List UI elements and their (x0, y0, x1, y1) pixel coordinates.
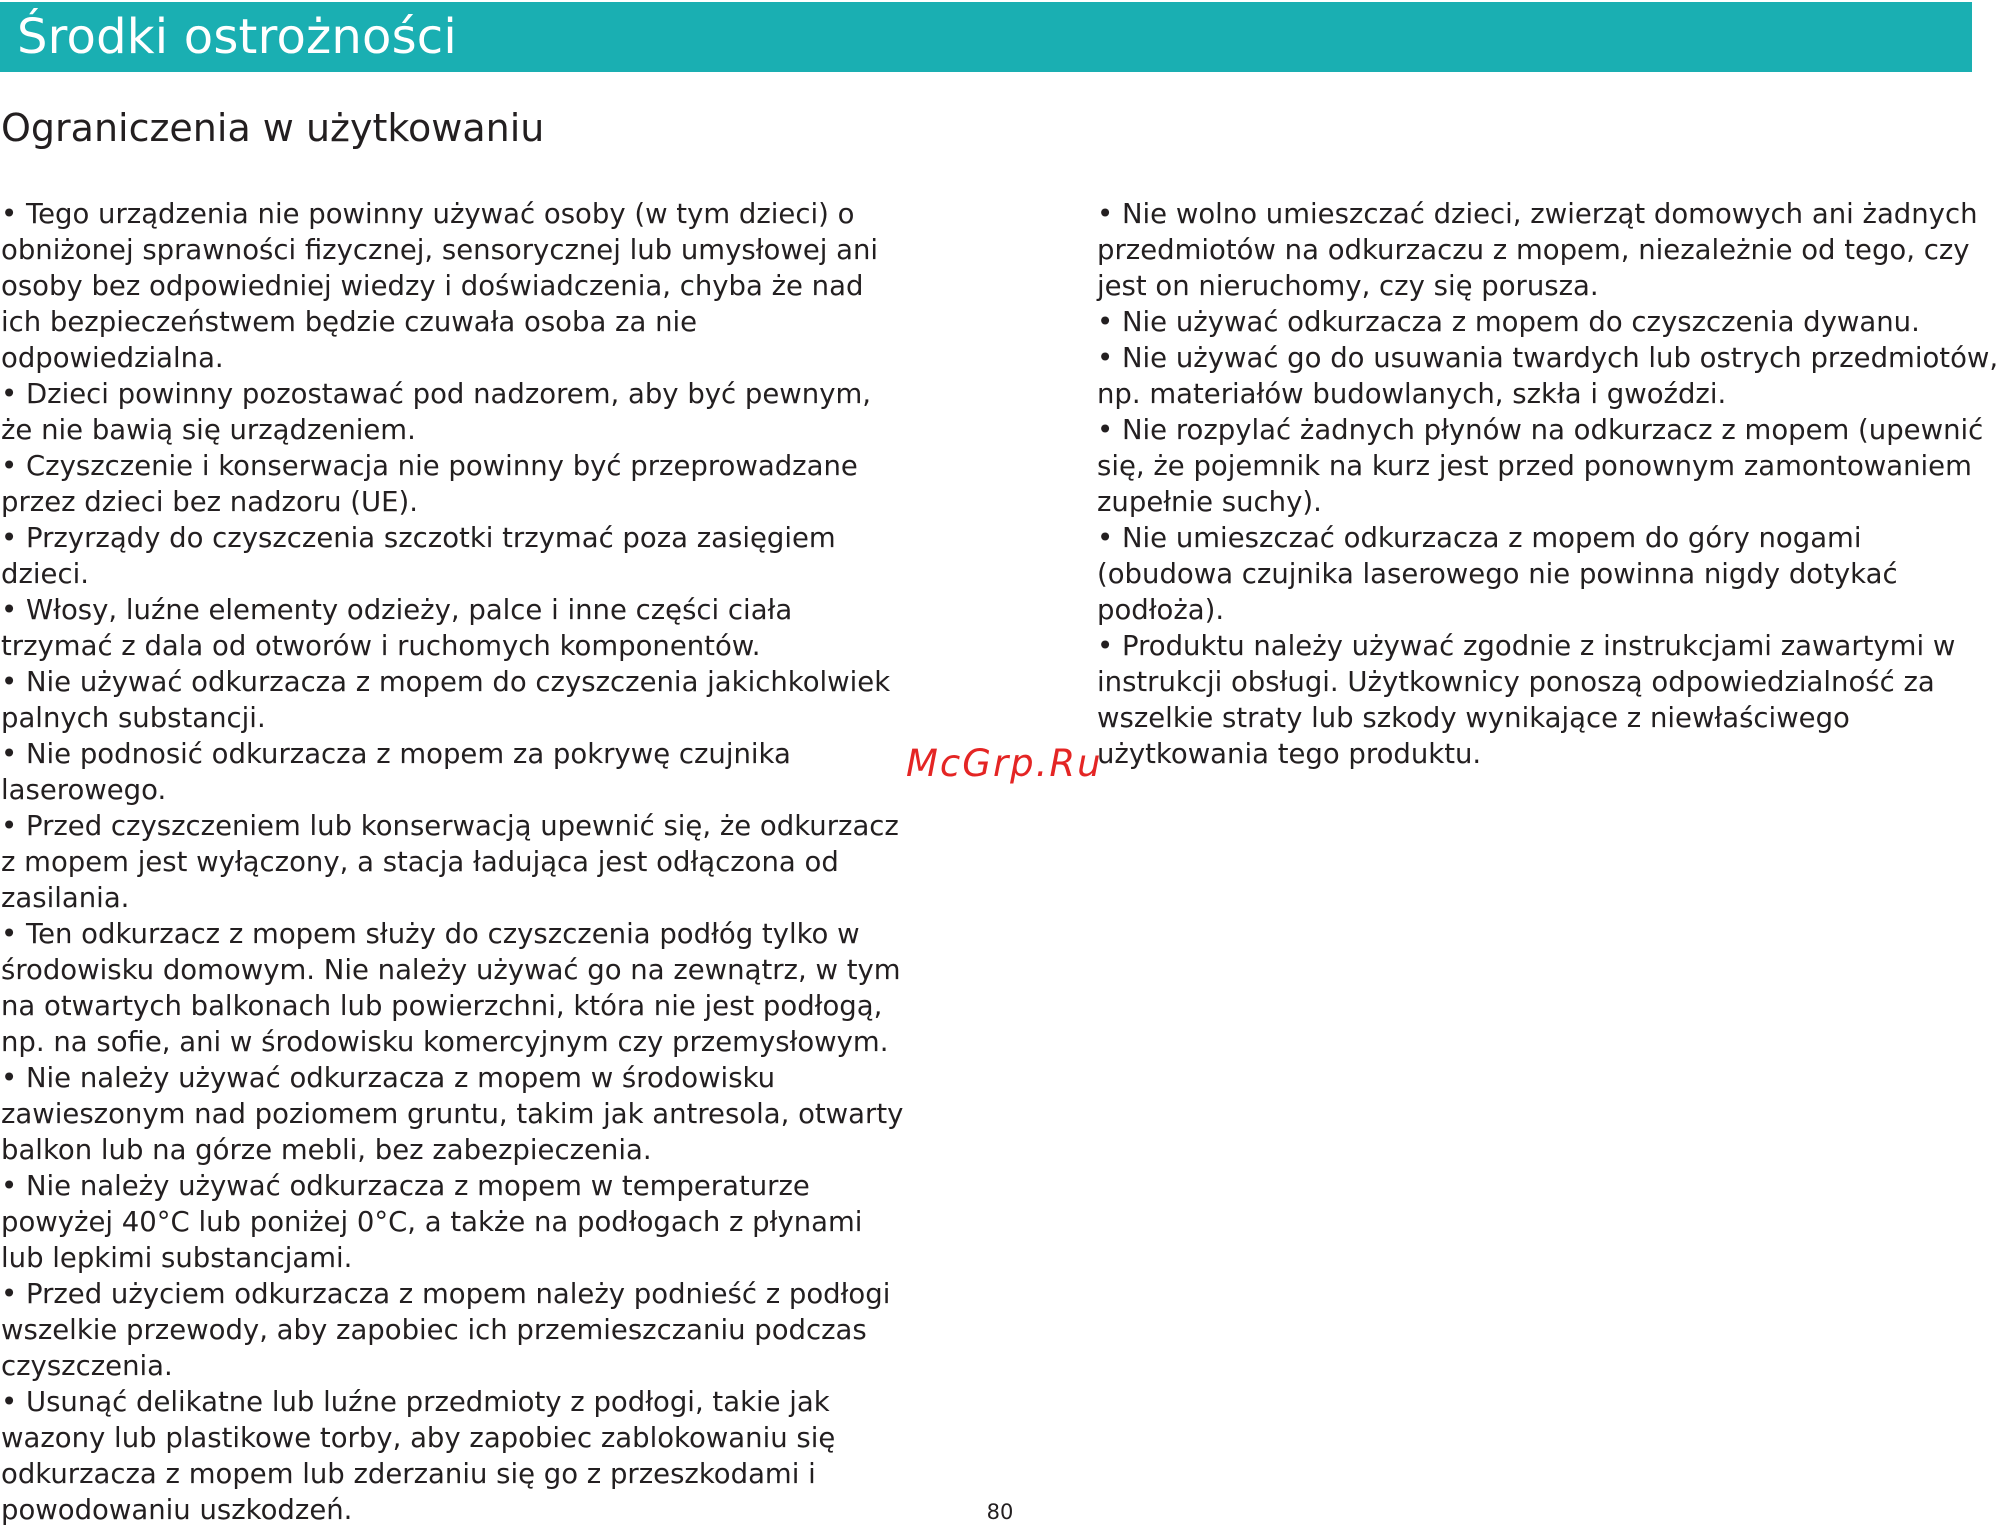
section-title: Ograniczenia w użytkowaniu (1, 106, 545, 150)
list-item: • Ten odkurzacz z mopem służy do czyszczenia podłóg tylko w środowisku domowym. Nie należy używać go na zewnątrz, w tym na otwartych balkonach lub powierzchni, która nie jest podłogą, np. na sofie, ani w środowisku komercyjnym czy przemysłowym. (1, 916, 906, 1060)
list-item: • Nie rozpylać żadnych płynów na odkurzacz z mopem (upewnić się, że pojemnik na kurz jest przed ponownym zamontowaniem zupełnie suchy). (1097, 412, 2000, 520)
list-item: • Produktu należy używać zgodnie z instrukcjami zawartymi w instrukcji obsługi. Użytkownicy ponoszą odpowiedzialność za wszelkie straty lub szkody wynikające z niewłaściwego użytkowania tego produktu. (1097, 628, 2000, 772)
left-column (1, 196, 906, 1528)
list-item: • Czyszczenie i konserwacja nie powinny być przeprowadzane przez dzieci bez nadzoru (UE). (1, 448, 906, 520)
page-number: 80 (986, 1500, 1014, 1524)
list-item: • Włosy, luźne elementy odzieży, palce i inne części ciała trzymać z dala od otworów i ruchomych komponentów. (1, 592, 906, 664)
list-item: • Nie należy używać odkurzacza z mopem w temperaturze powyżej 40°C lub poniżej 0°C, a także na podłogach z płynami lub lepkimi substancjami. (1, 1168, 906, 1276)
list-item: • Dzieci powinny pozostawać pod nadzorem, aby być pewnym, że nie bawią się urządzeniem. (1, 376, 906, 448)
list-item: • Usunąć delikatne lub luźne przedmioty z podłogi, takie jak wazony lub plastikowe torby, aby zapobiec zablokowaniu się odkurzacza z mopem lub zderzaniu się go z przeszkodami i powodowaniu uszkodzeń. (1, 1384, 906, 1528)
right-column (1097, 196, 2000, 772)
list-item: • Nie podnosić odkurzacza z mopem za pokrywę czujnika laserowego. (1, 736, 906, 808)
list-item: • Nie używać go do usuwania twardych lub ostrych przedmiotów, np. materiałów budowlanych, szkła i gwoździ. (1097, 340, 2000, 412)
list-item: • Nie umieszczać odkurzacza z mopem do góry nogami (obudowa czujnika laserowego nie powinna nigdy dotykać podłoża). (1097, 520, 2000, 628)
page-title: Środki ostrożności (17, 9, 457, 65)
list-item: • Nie używać odkurzacza z mopem do czyszczenia jakichkolwiek palnych substancji. (1, 664, 906, 736)
header-bar (0, 2, 1972, 72)
list-item: • Przed czyszczeniem lub konserwacją upewnić się, że odkurzacz z mopem jest wyłączony, a stacja ładująca jest odłączona od zasilania. (1, 808, 906, 916)
list-item: • Tego urządzenia nie powinny używać osoby (w tym dzieci) o obniżonej sprawności fizycznej, sensorycznej lub umysłowej ani osoby bez odpowiedniej wiedzy i doświadczenia, chyba że nad ich bezpieczeństwem będzie czuwała osoba za nie odpowiedzialna. (1, 196, 906, 376)
list-item: • Przed użyciem odkurzacza z mopem należy podnieść z podłogi wszelkie przewody, aby zapobiec ich przemieszczaniu podczas czyszczenia. (1, 1276, 906, 1384)
list-item: • Nie wolno umieszczać dzieci, zwierząt domowych ani żadnych przedmiotów na odkurzaczu z mopem, niezależnie od tego, czy jest on nieruchomy, czy się porusza. (1097, 196, 2000, 304)
list-item: • Przyrządy do czyszczenia szczotki trzymać poza zasięgiem dzieci. (1, 520, 906, 592)
list-item: • Nie używać odkurzacza z mopem do czyszczenia dywanu. (1097, 304, 2000, 340)
list-item: • Nie należy używać odkurzacza z mopem w środowisku zawieszonym nad poziomem gruntu, takim jak antresola, otwarty balkon lub na górze mebli, bez zabezpieczenia. (1, 1060, 906, 1168)
watermark: McGrp.Ru (906, 742, 1103, 785)
